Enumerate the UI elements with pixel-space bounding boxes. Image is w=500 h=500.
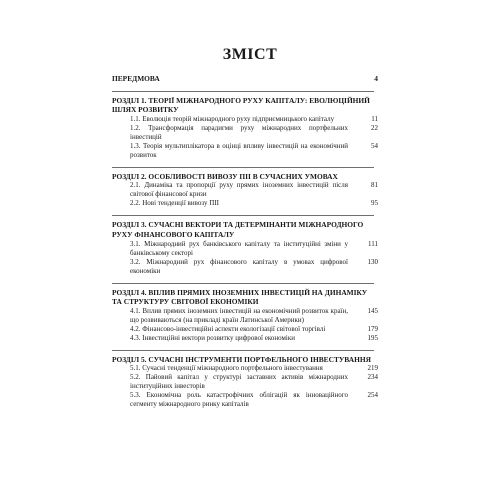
toc-item-label: 5.3. Економічна роль катастрофічних облігацій як інноваційного сегменту міжнародного ринку капіталів xyxy=(130,391,348,409)
toc-item-label: 1.2. Трансформація парадигми руху міжнародних портфельних інвестицій xyxy=(130,123,348,141)
toc-item-label: 4.1. Вплив прямих іноземних інвестицій на економічний розвиток країн, що розвиваються (на прикладі країн Латинської Америки) xyxy=(130,306,348,324)
toc-item-label: 5.2. Пайовий капітал у структурі заставних активів міжнародних інституційних інвесторів xyxy=(130,373,348,391)
toc-item-label: 1.1. Еволюція теорій міжнародного руху підприємницького капіталу xyxy=(130,114,335,123)
toc-item-label: 3.1. Міжнародний рух банківського капіталу та інституційні зміни у банківському секторі xyxy=(130,239,348,257)
toc-item-2-2[interactable] xyxy=(112,199,378,208)
toc-item-5-1[interactable] xyxy=(112,364,378,373)
toc-item-label: 4.3. Інвестиційні вектори розвитку цифрової економіки xyxy=(130,333,295,342)
toc-section-1-title: РОЗДІЛ 1. ТЕОРІЇ МІЖНАРОДНОГО РУХУ КАПІТАЛУ: ЕВОЛЮЦІЙНИЙ ШЛЯХ РОЗВИТКУ xyxy=(112,95,370,115)
toc-item-2-1[interactable] xyxy=(112,181,378,199)
toc-item-label: 3.2. Міжнародний рух фінансового капіталу в умовах цифрової економіки xyxy=(130,257,348,275)
toc-item-page: 219 xyxy=(367,364,378,373)
toc-item-label: 1.3. Теорія мультиплікатора в оцінці впливу інвестицій на економічний розвиток xyxy=(130,141,348,159)
toc-item-5-3[interactable] xyxy=(112,391,378,409)
toc-item-page: 54 xyxy=(371,141,378,150)
toc-section-1-heading[interactable] xyxy=(112,91,374,115)
toc-item-page: 111 xyxy=(368,239,378,248)
toc-preface-page: 4 xyxy=(374,74,378,83)
page-title: ЗМІСТ xyxy=(222,46,278,63)
toc-item-4-2[interactable] xyxy=(112,324,378,334)
toc-item-3-2[interactable] xyxy=(112,257,378,276)
toc-item-1-3[interactable] xyxy=(112,141,378,160)
toc-item-page: 22 xyxy=(371,123,378,132)
toc-item-page: 130 xyxy=(367,257,378,266)
toc-item-label: 4.2. Фінансово-інвестиційні аспекти екологізації світової торгівлі xyxy=(130,324,326,333)
toc-item-label: 2.1. Динаміка та пропорції руху прямих іноземних інвестицій після світової фінансової кризи xyxy=(130,181,348,199)
toc-section-3-title: РОЗДІЛ 3. СУЧАСНІ ВЕКТОРИ ТА ДЕТЕРМІНАНТИ МІЖНАРОДНОГО РУХУ ФІНАНСОВОГО КАПІТАЛУ xyxy=(112,220,364,239)
toc-section-4-heading[interactable] xyxy=(112,283,374,307)
toc-item-page: 179 xyxy=(367,324,378,333)
table-of-contents xyxy=(112,74,378,409)
toc-section-4-title: РОЗДІЛ 4. ВПЛИВ ПРЯМИХ ІНОЗЕМНИХ ІНВЕСТИЦІЙ НА ДИНАМІКУ ТА СТРУКТУРУ СВІТОВОЇ ЕКОНОМІКИ xyxy=(112,287,368,307)
toc-item-page: 254 xyxy=(367,391,378,400)
toc-item-1-1[interactable] xyxy=(112,114,378,124)
toc-item-label: 2.2. Нові тенденції вивозу ПІІ xyxy=(130,199,219,208)
toc-section-2-heading[interactable] xyxy=(112,167,374,182)
toc-section-3-heading[interactable] xyxy=(112,215,374,239)
toc-item-1-2[interactable] xyxy=(112,123,378,142)
toc-section-2-title: РОЗДІЛ 2. ОСОБЛИВОСТІ ВИВОЗУ ПІІ В СУЧАСНИХ УМОВАХ xyxy=(112,171,338,181)
toc-item-4-1[interactable] xyxy=(112,306,378,325)
toc-section-5-title: РОЗДІЛ 5. СУЧАСНІ ІНСТРУМЕНТИ ПОРТФЕЛЬНОГО ІНВЕСТУВАННЯ xyxy=(112,354,371,364)
toc-item-page: 11 xyxy=(371,114,378,123)
toc-item-page: 195 xyxy=(367,333,378,342)
toc-item-5-2[interactable] xyxy=(112,373,378,391)
toc-section-5-heading[interactable] xyxy=(112,350,374,365)
toc-preface-label: ПЕРЕДМОВА xyxy=(112,74,160,83)
toc-item-4-3[interactable] xyxy=(112,333,378,343)
toc-item-page: 95 xyxy=(371,199,378,208)
toc-item-3-1[interactable] xyxy=(112,239,378,258)
toc-item-page: 145 xyxy=(367,306,378,315)
toc-item-page: 234 xyxy=(367,373,378,382)
toc-item-label: 5.1. Сучасні тенденції міжнародного портфельного інвестування xyxy=(130,364,323,373)
toc-item-page: 81 xyxy=(371,181,378,190)
toc-preface[interactable] xyxy=(112,74,378,84)
